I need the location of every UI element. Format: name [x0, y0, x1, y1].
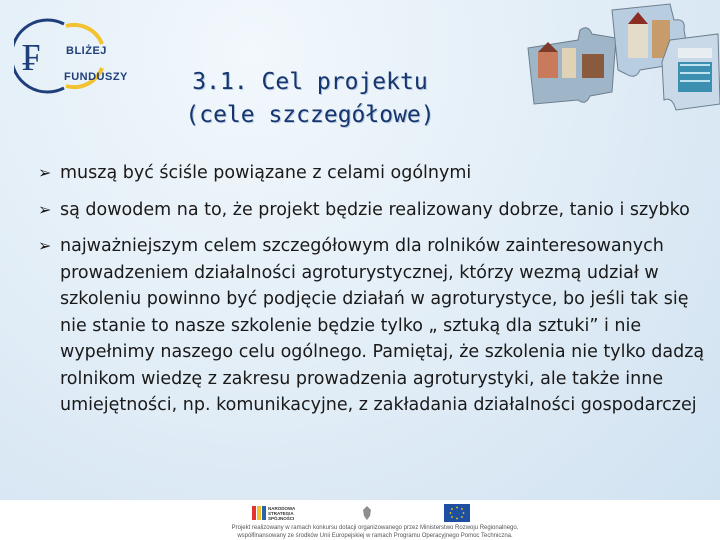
footer-line1: Projekt realizowany w ramach konkursu dotacji organizowanego przez Ministerstwo Rozwoju Regionalnego,: [231, 525, 519, 531]
arrow-bullet-icon: ➢: [38, 199, 52, 219]
list-item: [40, 197, 710, 224]
nss-label: NARODOWA STRATEGIA SPÓJNOŚCI: [268, 506, 296, 521]
eagle-emblem-icon: [360, 504, 374, 522]
list-item: [40, 160, 710, 187]
bullet-text: muszą być ściśle powiązane z celami ogólnymi: [60, 163, 472, 183]
logo-line2: FUNDUSZY: [64, 71, 128, 83]
footer: [0, 500, 720, 540]
eu-flag-icon: [444, 504, 470, 522]
logo-line1: BLIŻEJ: [66, 45, 107, 57]
arrow-bullet-icon: ➢: [38, 236, 52, 255]
puzzle-photo-icon: [520, 0, 720, 112]
title-line1: 3.1. Cel projektu: [192, 69, 428, 95]
svg-text:₣: ₣: [22, 35, 41, 79]
list-item: [40, 233, 710, 419]
bullet-text: są dowodem na to, że projekt będzie realizowany dobrze, tanio i szybko: [60, 199, 690, 220]
title-line2: (cele szczegółowe): [185, 102, 435, 128]
blizej-funduszy-logo: [14, 14, 128, 96]
footer-line2: współfinansowany ze środków Unii Europejskiej w ramach Programu Operacyjnego Pomoc Techniczna.: [237, 533, 513, 539]
bullet-text: najważniejszym celem szczegółowym dla rolników zainteresowanych prowadzeniem działalności agroturystycznej, którzy wezmą udział w szkoleniu powinno być podjęcie działań w agroturystyce, bo jeśli tak się nie stanie to nasze szkolenie będzie tylko „ sztuką dla sztuki” i nie wypełnimy naszego celu ogólnego. Pamiętaj, że szkolenia nie tylko dadzą rolnikom wiedzę z zakresu prowadzenia agroturystyki, ale także inne umiejętności, np. komunikacyjne, z zakładania działalności gospodarczej: [60, 236, 705, 415]
bullet-list: [40, 160, 710, 429]
arrow-bullet-icon: ➢: [38, 163, 52, 182]
footer-text: [160, 524, 590, 540]
page-title: [150, 66, 470, 132]
